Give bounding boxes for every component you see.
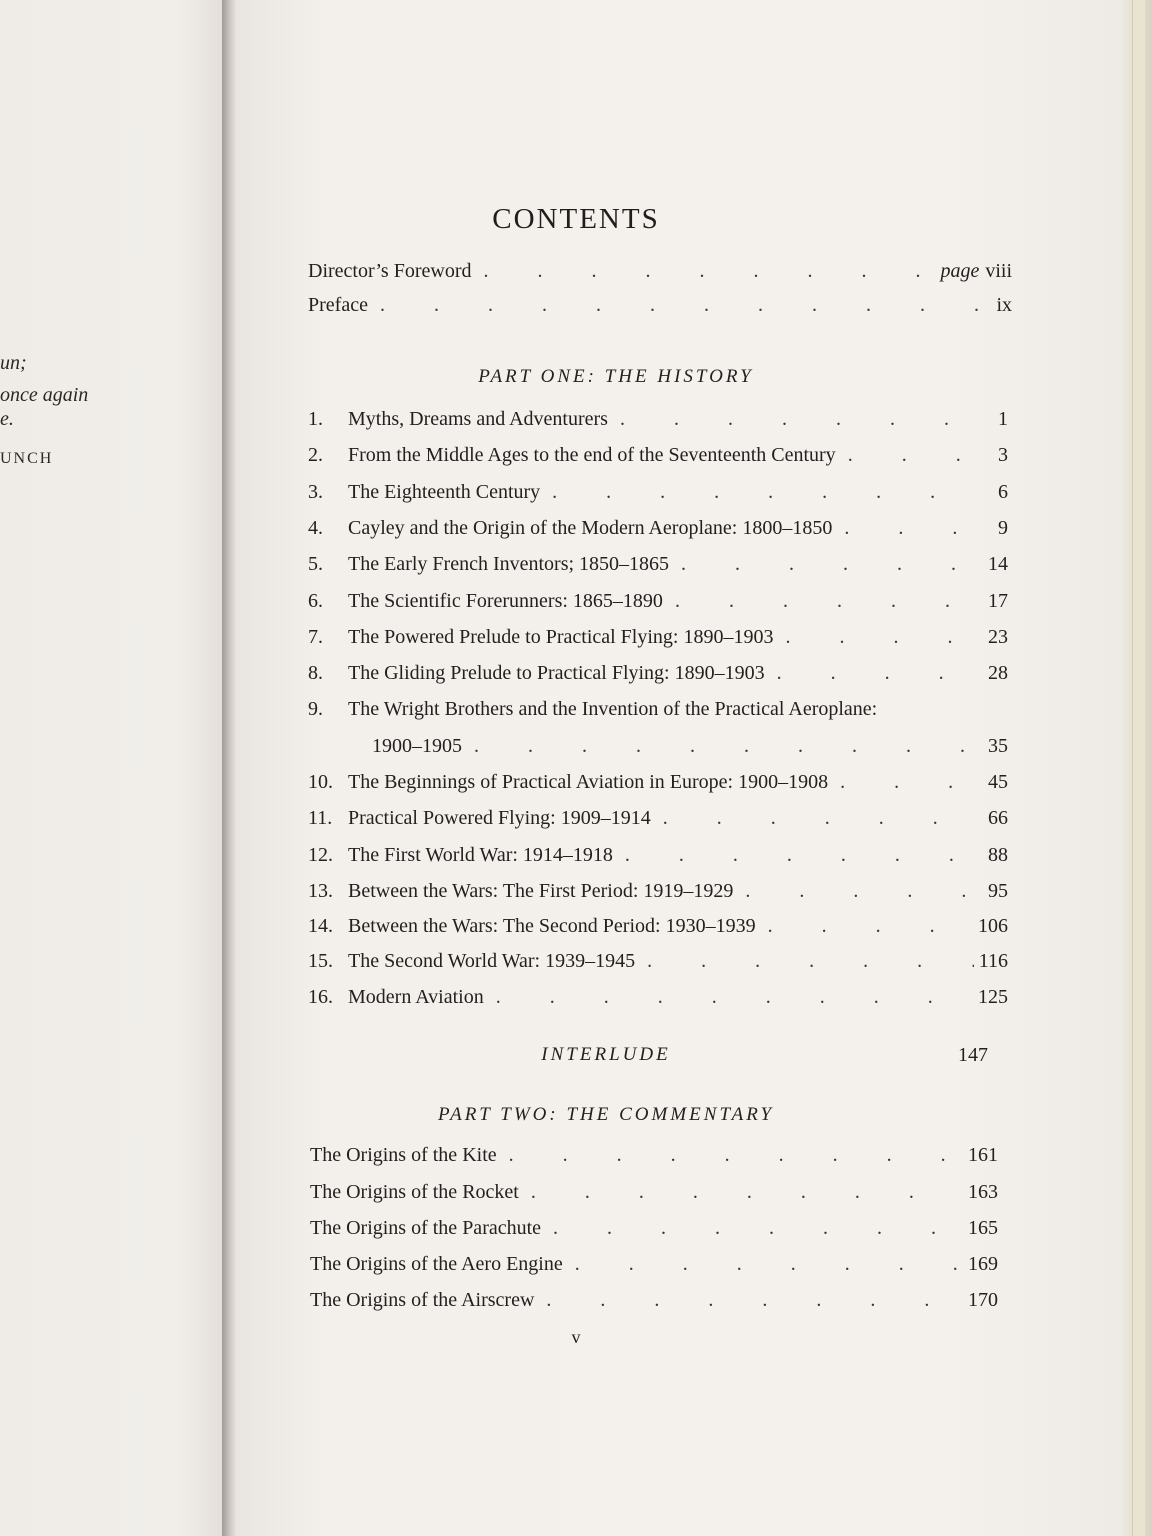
dot-leader [479,256,936,286]
toc-chapter[interactable] [308,440,1008,470]
page-prefix: page [940,260,980,282]
dot-leader [677,549,974,579]
entry-title: Preface [308,294,368,316]
toc-chapter[interactable] [308,404,1008,434]
chapter-number: 11. [308,807,333,829]
dot-leader [492,982,974,1012]
page-number: 14 [988,553,1008,575]
chapter-number: 13. [308,880,333,902]
entry-title: The Origins of the Airscrew [310,1289,535,1311]
toc-chapter[interactable] [308,658,1008,688]
left-page-text-line: e. [0,408,14,430]
chapter-number: 9. [308,698,323,720]
chapter-number: 1. [308,408,323,430]
toc-commentary-entry[interactable] [310,1285,998,1315]
entry-title: The Origins of the Kite [310,1144,497,1166]
page-number: 106 [978,915,1008,937]
toc-chapter[interactable] [308,767,1008,797]
page-number: 6 [998,481,1008,503]
chapter-title: The Powered Prelude to Practical Flying: 1890–1903 [348,626,774,648]
chapter-title: The Eighteenth Century [348,481,541,503]
page-title: CONTENTS [492,203,660,235]
chapter-number: 12. [308,844,333,866]
toc-chapter[interactable] [308,946,1008,976]
chapter-number: 15. [308,950,333,972]
toc-commentary-entry[interactable] [310,1177,998,1207]
chapter-number: 6. [308,590,323,612]
page-number: 3 [998,444,1008,466]
chapter-title: The Wright Brothers and the Invention of the Practical Aeroplane: [348,698,878,720]
page-number: ix [996,294,1012,316]
toc-commentary-entry[interactable] [310,1249,998,1279]
chapter-title: The Scientific Forerunners: 1865–1890 [348,590,663,612]
page-number: 23 [988,626,1008,648]
chapter-number: 14. [308,915,333,937]
toc-entry-preface[interactable] [308,290,1012,320]
part-one-heading: PART ONE: THE HISTORY [478,366,754,387]
page-number: 163 [968,1181,998,1203]
chapter-number: 5. [308,553,323,575]
page-number: 116 [978,950,1008,972]
dot-leader [376,290,978,320]
page-number: 161 [968,1144,998,1166]
dot-leader [671,586,974,616]
chapter-title: Modern Aviation [348,986,484,1008]
page-number: 9 [998,517,1008,539]
dot-leader [542,1285,964,1315]
toc-chapter[interactable] [308,586,1008,616]
chapter-title: Cayley and the Origin of the Modern Aeroplane: 1800–1850 [348,517,833,539]
chapter-title: The Beginnings of Practical Aviation in Europe: 1900–1908 [348,771,829,793]
entry-title: The Origins of the Rocket [310,1181,519,1203]
page-number: 88 [988,844,1008,866]
page-number: 45 [988,771,1008,793]
toc-chapter-continuation[interactable] [308,731,1008,761]
dot-leader [643,946,974,976]
dot-leader [659,803,974,833]
dot-leader [781,622,974,652]
dot-leader [571,1249,964,1279]
toc-chapter[interactable] [308,876,1008,906]
chapter-number: 10. [308,771,333,793]
dot-leader [527,1177,964,1207]
toc-chapter[interactable] [308,694,1008,724]
dot-leader [548,477,974,507]
toc-chapter[interactable] [308,622,1008,652]
dot-leader [764,911,974,941]
chapter-number: 8. [308,662,323,684]
entry-title: Director’s Foreword [308,260,472,282]
toc-chapter[interactable] [308,513,1008,543]
page-number: 28 [988,662,1008,684]
entry-title: The Origins of the Parachute [310,1217,542,1239]
toc-commentary-entry[interactable] [310,1213,998,1243]
left-page-text-line: once again [0,384,89,406]
dot-leader [470,731,974,761]
page-number: 35 [988,735,1008,757]
left-page-caps-line: UNCH [0,450,54,467]
entry-title: The Origins of the Aero Engine [310,1253,563,1275]
interlude-page-number: 147 [958,1044,988,1066]
chapter-number: 7. [308,626,323,648]
chapter-title: Myths, Dreams and Adventurers [348,408,608,430]
left-page-text-line: un; [0,352,27,374]
page-number: viii [985,260,1012,282]
dot-leader [741,876,974,906]
page-number: 17 [988,590,1008,612]
dot-leader [773,658,974,688]
page-number: 165 [968,1217,998,1239]
chapter-title: Between the Wars: The First Period: 1919–1929 [348,880,734,902]
page-folio: v [571,1327,581,1347]
chapter-title: The Early French Inventors; 1850–1865 [348,553,670,575]
toc-chapter[interactable] [308,840,1008,870]
chapter-number: 16. [308,986,333,1008]
entry-page [940,256,1012,286]
chapter-title: Practical Powered Flying: 1909–1914 [348,807,651,829]
toc-chapter[interactable] [308,982,1008,1012]
page-number: 66 [988,807,1008,829]
dot-leader [840,513,974,543]
dot-leader [505,1140,964,1170]
chapter-title: Between the Wars: The Second Period: 1930–1939 [348,915,756,937]
part-two-heading: PART TWO: THE COMMENTARY [437,1104,775,1125]
dot-leader [836,767,974,797]
chapter-title: The Gliding Prelude to Practical Flying: 1890–1903 [348,662,765,684]
interlude-heading[interactable]: INTERLUDE [541,1044,671,1065]
chapter-title: 1900–1905 [372,735,462,757]
toc-commentary-entry[interactable] [310,1140,998,1170]
page-number: 170 [968,1289,998,1311]
toc-chapter[interactable] [308,911,1008,941]
page-number: 125 [978,986,1008,1008]
page-number: 1 [998,408,1008,430]
toc-entry-foreword[interactable] [308,256,1012,286]
chapter-number: 4. [308,517,323,539]
toc-chapter[interactable] [308,549,1008,579]
page-number: 95 [988,880,1008,902]
dot-leader [621,840,974,870]
dot-leader [549,1213,964,1243]
chapter-title: From the Middle Ages to the end of the Seventeenth Century [348,444,836,466]
chapter-title: The Second World War: 1939–1945 [348,950,636,972]
dot-leader [616,404,974,434]
toc-chapter[interactable] [308,803,1008,833]
chapter-number: 2. [308,444,323,466]
toc-chapter[interactable] [308,477,1008,507]
chapter-number: 3. [308,481,323,503]
chapter-title: The First World War: 1914–1918 [348,844,613,866]
page-number: 169 [968,1253,998,1275]
dot-leader [844,440,974,470]
